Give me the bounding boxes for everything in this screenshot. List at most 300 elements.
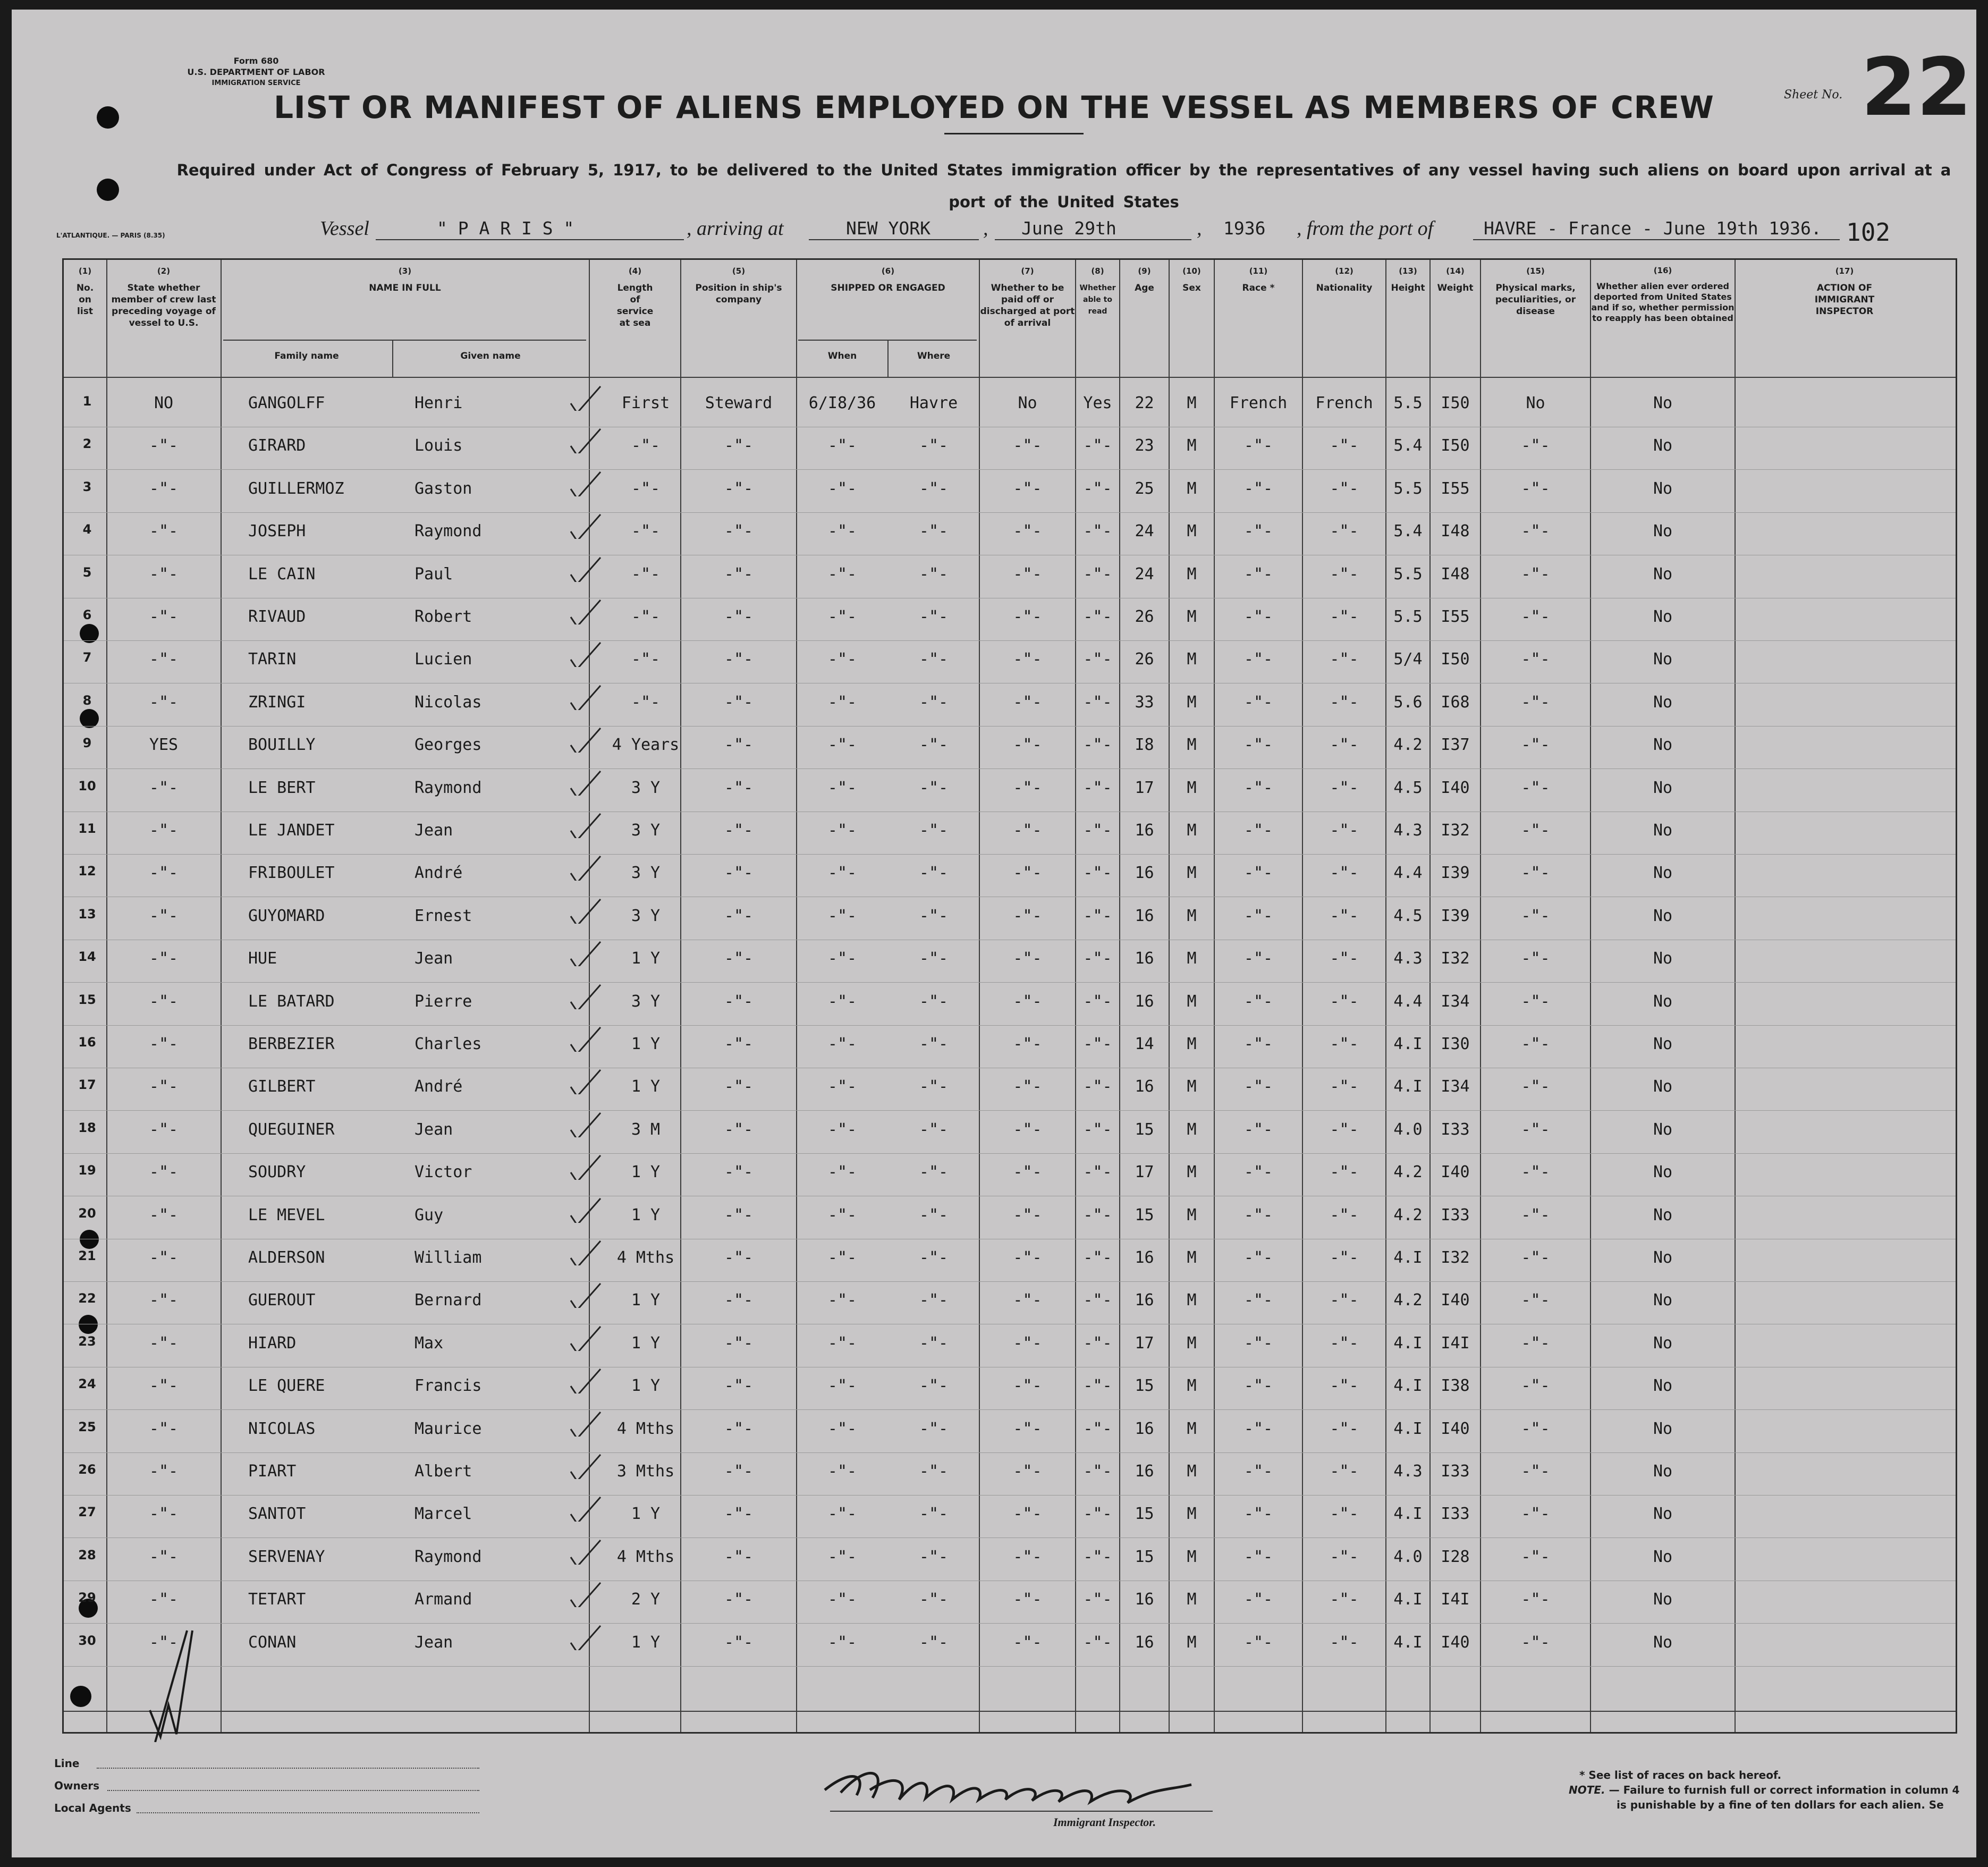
cell-paid-off: -"- xyxy=(1013,864,1042,883)
cell-row-number: 11 xyxy=(78,821,96,836)
cell-shipped-where: -"- xyxy=(919,1633,949,1652)
manifest-number: 102 xyxy=(1846,218,1891,247)
cell-physical-marks: -"- xyxy=(1521,1205,1550,1224)
cell-given-name: Francis xyxy=(414,1376,482,1396)
cell-shipped-where: -"- xyxy=(919,778,949,797)
cell-shipped-when: -"- xyxy=(827,1462,857,1481)
cell-given-name: Pierre xyxy=(414,992,472,1011)
row-rule xyxy=(64,1495,1956,1496)
cell-row-number: 10 xyxy=(78,778,96,793)
cell-paid-off: -"- xyxy=(1013,1633,1042,1652)
cell-nationality: -"- xyxy=(1330,650,1359,669)
cell-paid-off: -"- xyxy=(1013,778,1042,797)
cell-race: -"- xyxy=(1243,736,1273,755)
cell-row-number: 7 xyxy=(82,650,92,665)
cell-given-name: Paul xyxy=(414,564,453,584)
cell-age: 16 xyxy=(1135,821,1154,840)
cell-given-name: Bernard xyxy=(414,1291,482,1310)
cell-service-length: 1 Y xyxy=(631,1205,661,1224)
col-header-position: (5) Position in ship's company xyxy=(695,266,782,305)
cell-weight: I48 xyxy=(1441,522,1470,541)
row-rule xyxy=(64,1281,1956,1282)
cell-height: 5.4 xyxy=(1393,436,1423,455)
cell-age: I8 xyxy=(1135,736,1154,755)
cell-height: 4.I xyxy=(1393,1376,1423,1396)
cell-family-name: HIARD xyxy=(248,1333,297,1353)
cell-weight: I68 xyxy=(1441,692,1470,712)
check-mark-icon xyxy=(569,769,606,796)
cell-nationality: -"- xyxy=(1330,949,1359,968)
cell-paid-off: -"- xyxy=(1013,1248,1042,1267)
cell-height: 4.I xyxy=(1393,1633,1423,1652)
cell-physical-marks: -"- xyxy=(1521,992,1550,1011)
cell-sex: M xyxy=(1187,1205,1197,1224)
cell-physical-marks: -"- xyxy=(1521,778,1550,797)
cell-deported: No xyxy=(1653,1248,1673,1267)
cell-sex: M xyxy=(1187,1163,1197,1182)
cell-physical-marks: -"- xyxy=(1521,864,1550,883)
cell-previous-voyage: -"- xyxy=(149,650,179,669)
cell-deported: No xyxy=(1653,394,1673,412)
cell-able-to-read: -"- xyxy=(1083,778,1112,797)
cell-shipped-where: -"- xyxy=(919,607,949,626)
cell-previous-voyage: -"- xyxy=(149,1462,179,1481)
cell-family-name: GIRARD xyxy=(248,436,306,455)
check-mark-icon xyxy=(569,555,606,582)
cell-able-to-read: -"- xyxy=(1083,992,1112,1011)
cell-race: -"- xyxy=(1243,1163,1273,1182)
cell-paid-off: -"- xyxy=(1013,1505,1042,1524)
cell-race: -"- xyxy=(1243,864,1273,883)
cell-age: 26 xyxy=(1135,607,1154,626)
cell-row-number: 16 xyxy=(78,1035,96,1050)
cell-height: 4.0 xyxy=(1393,1547,1423,1566)
cell-previous-voyage: -"- xyxy=(149,436,179,455)
cell-paid-off: -"- xyxy=(1013,1333,1042,1353)
cell-deported: No xyxy=(1653,1462,1673,1481)
cell-deported: No xyxy=(1653,436,1673,455)
cell-height: 4.2 xyxy=(1393,1205,1423,1224)
cell-family-name: HUE xyxy=(248,949,277,968)
cell-sex: M xyxy=(1187,479,1197,498)
cell-nationality: -"- xyxy=(1330,436,1359,455)
cell-position: -"- xyxy=(724,1291,754,1310)
cell-shipped-where: -"- xyxy=(919,522,949,541)
cell-given-name: Georges xyxy=(414,736,482,755)
check-mark-icon xyxy=(569,683,606,710)
cell-sex: M xyxy=(1187,607,1197,626)
col-header-where: Where xyxy=(917,351,951,361)
col-header-physical-marks: (15) Physical marks, peculiarities, or disease xyxy=(1495,266,1576,317)
cell-weight: I33 xyxy=(1441,1505,1470,1524)
cell-age: 16 xyxy=(1135,864,1154,883)
cell-row-number: 13 xyxy=(78,906,96,922)
cell-service-length: -"- xyxy=(631,607,661,626)
cell-paid-off: -"- xyxy=(1013,650,1042,669)
cell-family-name: JOSEPH xyxy=(248,522,306,541)
cell-able-to-read: -"- xyxy=(1083,1590,1112,1609)
cell-given-name: Guy xyxy=(414,1205,444,1224)
cell-deported: No xyxy=(1653,1077,1673,1096)
cell-able-to-read: -"- xyxy=(1083,1333,1112,1353)
check-mark-icon xyxy=(569,1196,606,1223)
cell-age: 17 xyxy=(1135,1163,1154,1182)
cell-weight: I4I xyxy=(1441,1590,1470,1609)
cell-age: 15 xyxy=(1135,1120,1154,1139)
cell-age: 16 xyxy=(1135,1077,1154,1096)
cell-race: French xyxy=(1229,394,1288,412)
cell-age: 25 xyxy=(1135,479,1154,498)
cell-paid-off: No xyxy=(1018,394,1037,412)
cell-shipped-where: -"- xyxy=(919,564,949,584)
cell-position: -"- xyxy=(724,736,754,755)
cell-shipped-when: -"- xyxy=(827,436,857,455)
cell-position: -"- xyxy=(724,1077,754,1096)
cell-given-name: Maurice xyxy=(414,1419,482,1438)
check-mark-icon xyxy=(569,1153,606,1180)
col-header-nationality: (12) Nationality xyxy=(1316,266,1373,293)
cell-row-number: 28 xyxy=(78,1547,96,1562)
cell-able-to-read: -"- xyxy=(1083,1163,1112,1182)
cell-shipped-when: -"- xyxy=(827,821,857,840)
cell-service-length: -"- xyxy=(631,479,661,498)
check-mark-icon xyxy=(569,940,606,966)
form-number: Form 680 xyxy=(233,56,279,66)
sheet-label: Sheet No. xyxy=(1784,88,1843,102)
cell-nationality: -"- xyxy=(1330,1333,1359,1353)
owners-label: Owners xyxy=(54,1779,100,1792)
cell-family-name: GUEROUT xyxy=(248,1291,316,1310)
departure-port: HAVRE - France - June 19th 1936. xyxy=(1484,218,1822,239)
cell-position: -"- xyxy=(724,564,754,584)
cell-height: 5.6 xyxy=(1393,692,1423,712)
cell-able-to-read: -"- xyxy=(1083,436,1112,455)
check-mark-icon xyxy=(569,726,606,753)
col-header-when: When xyxy=(827,351,857,361)
cell-shipped-when: -"- xyxy=(827,1248,857,1267)
cell-weight: I50 xyxy=(1441,436,1470,455)
cell-sex: M xyxy=(1187,1248,1197,1267)
cell-service-length: 3 Y xyxy=(631,778,661,797)
cell-height: 4.I xyxy=(1393,1248,1423,1267)
cell-height: 4.5 xyxy=(1393,778,1423,797)
cell-nationality: -"- xyxy=(1330,1376,1359,1396)
col-header-weight: (14) Weight xyxy=(1437,266,1474,293)
row-rule xyxy=(64,640,1956,641)
cell-physical-marks: -"- xyxy=(1521,564,1550,584)
cell-sex: M xyxy=(1187,1376,1197,1396)
cell-height: 4.I xyxy=(1393,1590,1423,1609)
cell-position: -"- xyxy=(724,1035,754,1053)
cell-nationality: -"- xyxy=(1330,1462,1359,1481)
cell-paid-off: -"- xyxy=(1013,992,1042,1011)
cell-previous-voyage: -"- xyxy=(149,1590,179,1609)
cell-position: -"- xyxy=(724,1419,754,1438)
cell-able-to-read: -"- xyxy=(1083,906,1112,925)
cell-age: 16 xyxy=(1135,992,1154,1011)
cell-race: -"- xyxy=(1243,1333,1273,1353)
cell-sex: M xyxy=(1187,1633,1197,1652)
cell-row-number: 17 xyxy=(78,1077,96,1093)
cell-physical-marks: -"- xyxy=(1521,1291,1550,1310)
cell-paid-off: -"- xyxy=(1013,949,1042,968)
cell-weight: I55 xyxy=(1441,607,1470,626)
cell-race: -"- xyxy=(1243,564,1273,584)
cell-family-name: RIVAUD xyxy=(248,607,306,626)
cell-able-to-read: -"- xyxy=(1083,1120,1112,1139)
cell-nationality: -"- xyxy=(1330,1291,1359,1310)
cell-age: 16 xyxy=(1135,1633,1154,1652)
cell-able-to-read: -"- xyxy=(1083,1205,1112,1224)
check-mark-icon xyxy=(569,812,606,838)
cell-position: -"- xyxy=(724,479,754,498)
cell-paid-off: -"- xyxy=(1013,1163,1042,1182)
cell-physical-marks: -"- xyxy=(1521,1376,1550,1396)
cell-race: -"- xyxy=(1243,821,1273,840)
cell-shipped-where: -"- xyxy=(919,1291,949,1310)
cell-previous-voyage: -"- xyxy=(149,992,179,1011)
cell-deported: No xyxy=(1653,522,1673,541)
cell-weight: I48 xyxy=(1441,564,1470,584)
cell-service-length: 1 Y xyxy=(631,949,661,968)
cell-family-name: ALDERSON xyxy=(248,1248,325,1267)
cell-weight: I38 xyxy=(1441,1376,1470,1396)
row-rule xyxy=(64,1110,1956,1111)
cell-physical-marks: -"- xyxy=(1521,522,1550,541)
cell-given-name: Nicolas xyxy=(414,692,482,712)
cell-nationality: -"- xyxy=(1330,1547,1359,1566)
cell-service-length: 3 Mths xyxy=(616,1462,675,1481)
row-rule xyxy=(64,854,1956,855)
cell-shipped-where: -"- xyxy=(919,1419,949,1438)
cell-nationality: -"- xyxy=(1330,821,1359,840)
cell-physical-marks: -"- xyxy=(1521,692,1550,712)
cell-given-name: Gaston xyxy=(414,479,472,498)
cell-position: -"- xyxy=(724,650,754,669)
cell-age: 16 xyxy=(1135,1248,1154,1267)
cell-family-name: SANTOT xyxy=(248,1505,306,1524)
cell-paid-off: -"- xyxy=(1013,736,1042,755)
cell-physical-marks: -"- xyxy=(1521,1633,1550,1652)
cell-nationality: -"- xyxy=(1330,607,1359,626)
footer-note xyxy=(1569,1768,1959,1812)
cell-given-name: Raymond xyxy=(414,1547,482,1566)
cell-age: 15 xyxy=(1135,1205,1154,1224)
cell-nationality: -"- xyxy=(1330,1505,1359,1524)
cell-row-number: 12 xyxy=(78,864,96,879)
cell-shipped-when: -"- xyxy=(827,1077,857,1096)
cell-nationality: -"- xyxy=(1330,778,1359,797)
cell-shipped-where: -"- xyxy=(919,1462,949,1481)
cell-weight: I4I xyxy=(1441,1333,1470,1353)
cell-position: -"- xyxy=(724,821,754,840)
cell-race: -"- xyxy=(1243,1419,1273,1438)
col-header-race: (11) Race * xyxy=(1242,266,1275,293)
cell-position: -"- xyxy=(724,1462,754,1481)
check-mark-icon xyxy=(569,1452,606,1479)
cell-row-number: 26 xyxy=(78,1462,96,1477)
cell-position: -"- xyxy=(724,436,754,455)
col-header-deported: (16) Whether alien ever ordered deported from United States and if so, whether permission to reapply has been obtained xyxy=(1591,266,1735,323)
cell-sex: M xyxy=(1187,1419,1197,1438)
cell-nationality: -"- xyxy=(1330,1163,1359,1182)
cell-row-number: 18 xyxy=(78,1120,96,1135)
cell-row-number: 3 xyxy=(82,479,92,494)
cell-nationality: -"- xyxy=(1330,1035,1359,1053)
cell-paid-off: -"- xyxy=(1013,564,1042,584)
cell-shipped-when: -"- xyxy=(827,1376,857,1396)
cell-given-name: Marcel xyxy=(414,1505,472,1524)
cell-height: 4.I xyxy=(1393,1035,1423,1053)
subtitle xyxy=(171,154,1957,218)
cell-paid-off: -"- xyxy=(1013,1120,1042,1139)
cell-family-name: ZRINGI xyxy=(248,692,306,712)
cell-service-length: -"- xyxy=(631,650,661,669)
cell-service-length: 4 Mths xyxy=(616,1248,675,1267)
cell-given-name: Henri xyxy=(414,394,463,412)
cell-able-to-read: -"- xyxy=(1083,1248,1112,1267)
check-mark-icon xyxy=(569,1495,606,1522)
cell-race: -"- xyxy=(1243,1035,1273,1053)
col-header-family-name: Family name xyxy=(274,351,339,361)
cell-nationality: -"- xyxy=(1330,1248,1359,1267)
arrival-port: NEW YORK xyxy=(846,218,930,239)
cell-able-to-read: -"- xyxy=(1083,1462,1112,1481)
cell-service-length: 1 Y xyxy=(631,1376,661,1396)
cell-service-length: -"- xyxy=(631,436,661,455)
cell-row-number: 4 xyxy=(82,522,92,537)
cell-row-number: 25 xyxy=(78,1419,96,1434)
cell-shipped-where: -"- xyxy=(919,1333,949,1353)
cell-previous-voyage: -"- xyxy=(149,1035,179,1053)
cell-service-length: 4 Mths xyxy=(616,1547,675,1566)
cell-race: -"- xyxy=(1243,1291,1273,1310)
cell-family-name: TARIN xyxy=(248,650,297,669)
cell-row-number: 5 xyxy=(82,564,92,580)
cell-height: 4.I xyxy=(1393,1505,1423,1524)
row-rule xyxy=(64,1025,1956,1026)
row-rule xyxy=(64,1153,1956,1154)
cell-shipped-when: 6/I8/36 xyxy=(808,394,876,412)
cell-race: -"- xyxy=(1243,992,1273,1011)
cell-height: 4.2 xyxy=(1393,1291,1423,1310)
cell-race: -"- xyxy=(1243,1505,1273,1524)
cell-service-length: First xyxy=(621,394,670,412)
cell-given-name: André xyxy=(414,1077,463,1096)
cell-shipped-when: -"- xyxy=(827,1633,857,1652)
cell-paid-off: -"- xyxy=(1013,1376,1042,1396)
check-mark-icon xyxy=(569,854,606,881)
cell-sex: M xyxy=(1187,821,1197,840)
cell-able-to-read: -"- xyxy=(1083,1419,1112,1438)
cell-service-length: 3 Y xyxy=(631,992,661,1011)
cell-nationality: -"- xyxy=(1330,1590,1359,1609)
cell-height: 5.5 xyxy=(1393,394,1423,412)
check-mark-icon xyxy=(569,983,606,1009)
cell-shipped-when: -"- xyxy=(827,1333,857,1353)
cell-able-to-read: -"- xyxy=(1083,821,1112,840)
cell-position: -"- xyxy=(724,1120,754,1139)
cell-able-to-read: -"- xyxy=(1083,564,1112,584)
cell-weight: I39 xyxy=(1441,906,1470,925)
cell-position: -"- xyxy=(724,1333,754,1353)
line-label: Line xyxy=(54,1757,80,1770)
cell-physical-marks: -"- xyxy=(1521,479,1550,498)
col-header-age: (9) Age xyxy=(1135,266,1154,293)
cell-position: Steward xyxy=(705,394,773,412)
cell-given-name: William xyxy=(414,1248,482,1267)
cell-family-name: LE MEVEL xyxy=(248,1205,325,1224)
cell-deported: No xyxy=(1653,906,1673,925)
cell-service-length: 4 Mths xyxy=(616,1419,675,1438)
cell-deported: No xyxy=(1653,650,1673,669)
cell-able-to-read: Yes xyxy=(1083,394,1112,412)
cell-previous-voyage: NO xyxy=(154,394,174,412)
cell-nationality: -"- xyxy=(1330,1633,1359,1652)
cell-height: 4.0 xyxy=(1393,1120,1423,1139)
cell-able-to-read: -"- xyxy=(1083,949,1112,968)
col-header-height: (13) Height xyxy=(1391,266,1425,293)
cell-sex: M xyxy=(1187,522,1197,541)
cell-shipped-where: -"- xyxy=(919,650,949,669)
cell-shipped-when: -"- xyxy=(827,949,857,968)
cell-race: -"- xyxy=(1243,949,1273,968)
cell-paid-off: -"- xyxy=(1013,436,1042,455)
cell-weight: I50 xyxy=(1441,650,1470,669)
cell-weight: I33 xyxy=(1441,1120,1470,1139)
race-note: * See list of races on back hereof. xyxy=(1579,1769,1782,1781)
cell-race: -"- xyxy=(1243,436,1273,455)
cell-position: -"- xyxy=(724,1633,754,1652)
cell-shipped-when: -"- xyxy=(827,864,857,883)
cell-able-to-read: -"- xyxy=(1083,864,1112,883)
cell-race: -"- xyxy=(1243,906,1273,925)
cell-race: -"- xyxy=(1243,479,1273,498)
cell-weight: I32 xyxy=(1441,949,1470,968)
from-port-label: , from the port of xyxy=(1297,217,1434,240)
cell-race: -"- xyxy=(1243,650,1273,669)
cell-weight: I39 xyxy=(1441,864,1470,883)
cell-row-number: 27 xyxy=(78,1505,96,1520)
cell-shipped-where: -"- xyxy=(919,1077,949,1096)
cell-weight: I30 xyxy=(1441,1035,1470,1053)
cell-deported: No xyxy=(1653,864,1673,883)
cell-shipped-when: -"- xyxy=(827,736,857,755)
cell-service-length: 3 Y xyxy=(631,864,661,883)
cell-sex: M xyxy=(1187,650,1197,669)
cell-race: -"- xyxy=(1243,1547,1273,1566)
cell-deported: No xyxy=(1653,1547,1673,1566)
cell-age: 16 xyxy=(1135,1419,1154,1438)
cell-position: -"- xyxy=(724,1248,754,1267)
cell-sex: M xyxy=(1187,394,1197,412)
cell-given-name: Jean xyxy=(414,1633,453,1652)
cell-shipped-when: -"- xyxy=(827,1419,857,1438)
cell-nationality: French xyxy=(1315,394,1373,412)
cell-sex: M xyxy=(1187,778,1197,797)
col-header-shipped: (6) SHIPPED OR ENGAGED xyxy=(831,266,945,293)
cell-previous-voyage: -"- xyxy=(149,1547,179,1566)
cell-able-to-read: -"- xyxy=(1083,522,1112,541)
cell-row-number: 1 xyxy=(82,394,92,409)
cell-able-to-read: -"- xyxy=(1083,1291,1112,1310)
arrival-year: 1936 xyxy=(1223,218,1266,239)
cell-service-length: 1 Y xyxy=(631,1077,661,1096)
cell-deported: No xyxy=(1653,1205,1673,1224)
cell-given-name: André xyxy=(414,864,463,883)
cell-shipped-when: -"- xyxy=(827,778,857,797)
cell-position: -"- xyxy=(724,522,754,541)
